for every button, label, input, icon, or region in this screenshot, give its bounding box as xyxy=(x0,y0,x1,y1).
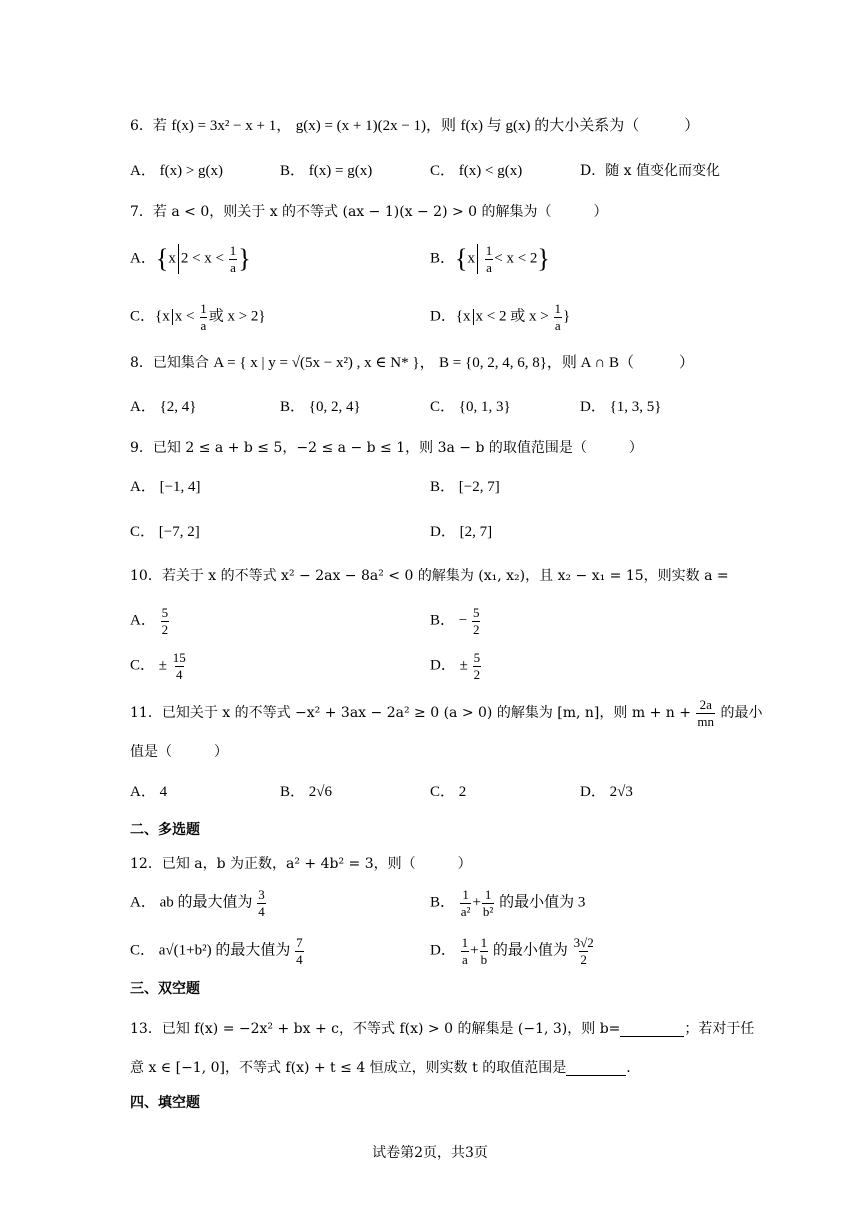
q12-stem: 12．已知 a，b 为正数，a² + 4b² = 3，则（ ） xyxy=(130,856,472,872)
q9-stem: 9．已知 2 ≤ a + b ≤ 5，−2 ≤ a − b ≤ 1，则 3a − b 的取值范围是（ ） xyxy=(130,440,643,456)
q9-option-b: B． [−2, 7] xyxy=(430,479,500,495)
q11-option-c: C． 2 xyxy=(430,784,467,800)
q8-stem: 8．已知集合 A = { x | y = √(5x − x²) , x ∈ N* }， B = {0, 2, 4, 6, 8}，则 A ∩ B（ ） xyxy=(130,355,694,371)
q6-option-a: A． f(x) > g(x) xyxy=(130,163,224,179)
q11-option-a: A． 4 xyxy=(130,784,168,800)
q8-option-a: A． {2, 4} xyxy=(130,399,197,415)
q9-option-c: C． [−7, 2] xyxy=(130,524,200,540)
q10-option-b: B． − $\frac{5}{2}$ xyxy=(430,605,480,637)
q6-option-c: C． f(x) < g(x) xyxy=(430,163,523,179)
q10-stem: 10．若关于 x 的不等式 x² − 2ax − 8a² < 0 的解集为 (x₁, x₂)，且 x₂ − x₁ = 15，则实数 a = xyxy=(130,568,729,584)
q11-stem-line2: 值是（ ） xyxy=(130,744,228,760)
q12-option-b: B． $\frac{1}{\text{a²}}$ + $\frac{1}{\text{b²}}$ 的最小值为 3 xyxy=(430,887,586,919)
q12-option-c: C． a√(1+b²) 的最大值为 $\frac{7}{4}$ xyxy=(130,935,303,967)
q8-option-c: C． {0, 1, 3} xyxy=(430,399,511,415)
q7-stem: 7．若 a < 0，则关于 x 的不等式 (ax − 1)(x − 2) > 0 的解集为（ ） xyxy=(130,204,608,220)
q13-blank-t[interactable] xyxy=(566,1061,626,1076)
section-heading-double-blank: 三、双空题 xyxy=(130,981,200,997)
q7-option-c: C．{x x < $\frac{1}{a}$ 或 x > 2} xyxy=(130,301,266,333)
section-heading-fill-in: 四、填空题 xyxy=(130,1095,200,1111)
q6-stem: 6．若 f(x) = 3x² − x + 1， g(x) = (x + 1)(2x − 1)，则 f(x) 与 g(x) 的大小关系为（ ） xyxy=(130,118,700,134)
q11-stem: 11．已知关于 x 的不等式 −x² + 3ax − 2a² ≥ 0 (a > 0) 的解集为 [m, n]，则 m + n + $\frac{2a}{mn}$ 的最小 xyxy=(130,697,763,729)
q13-line2: 意 x ∈ [−1, 0]，不等式 f(x) + t ≤ 4 恒成立，则实数 t 的取值范围是 . xyxy=(130,1060,631,1076)
q8-option-b: B． {0, 2, 4} xyxy=(280,399,361,415)
q11-option-b: B． 2√6 xyxy=(280,784,332,800)
q13-blank-b[interactable] xyxy=(620,1022,684,1037)
q10-option-c: C． ± $\frac{15}{4}$ xyxy=(130,650,186,682)
q7-option-a: A．{x 2 < x < $\frac{1}{a}$ } xyxy=(130,243,251,275)
q9-option-d: D． [2, 7] xyxy=(430,524,493,540)
q10-option-d: D． ± $\frac{5}{2}$ xyxy=(430,650,481,682)
q8-option-d: D． {1, 3, 5} xyxy=(580,399,662,415)
q12-option-d: D． $\frac{1}{a}$ + $\frac{1}{b}$ 的最小值为 $\frac{3√2}{2}$ xyxy=(430,935,594,967)
q7-option-b: B．{x $\frac{1}{a}$ < x < 2} xyxy=(430,243,550,275)
page-footer: 试卷第2页，共3页 xyxy=(372,1145,488,1161)
q6-option-d: D．随 x 值变化而变化 xyxy=(580,163,721,179)
q12-option-a: A． ab 的最大值为 $\frac{3}{4}$ xyxy=(130,887,265,919)
q10-option-a: A． $\frac{5}{2}$ xyxy=(130,605,169,637)
q11-option-d: D． 2√3 xyxy=(580,784,633,800)
q13-line1: 13．已知 f(x) = −2x² + bx + c，不等式 f(x) > 0 的解集是 (−1, 3)，则 b= ；若对于任 xyxy=(130,1021,755,1037)
section-heading-multiple-choice: 二、多选题 xyxy=(130,822,200,838)
q7-option-d: D．{x x < 2 或 x > $\frac{1}{a}$ } xyxy=(430,301,571,333)
q6-option-b: B． f(x) = g(x) xyxy=(280,163,373,179)
q9-option-a: A． [−1, 4] xyxy=(130,479,201,495)
